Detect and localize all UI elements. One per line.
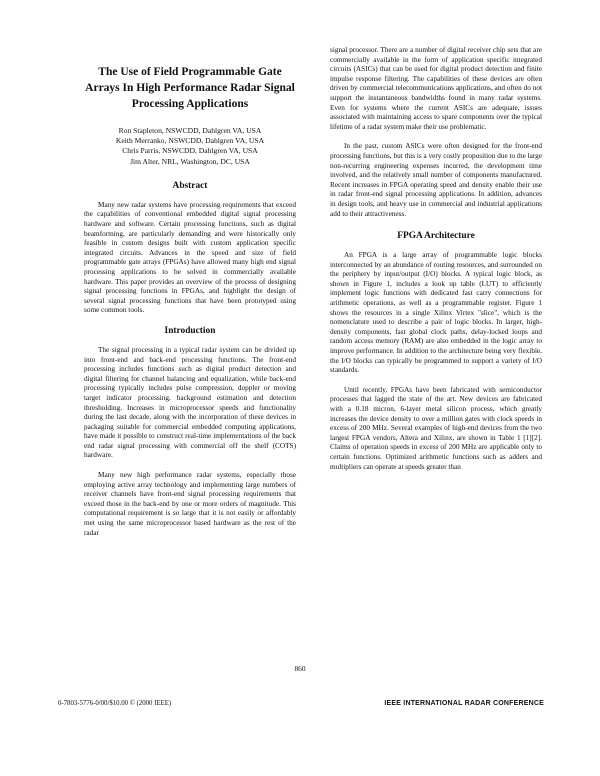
- page-number: 860: [294, 664, 306, 673]
- conference-footer: IEEE INTERNATIONAL RADAR CONFERENCE: [384, 700, 544, 707]
- author-list: [84, 126, 296, 167]
- intro-paragraph: Many new high performance radar systems, especially those employing active array technology and implementing large numbers of receiver channels have front-end signal processing requirements that exceed those in the back-end by one or more orders of magnitude. This computational requirement is so large that it is not easily or affordably met using the same microprocessor based hardware as the rest of the radar: [84, 471, 296, 537]
- author-line: Ron Stapleton, NSWCDD, Dahlgren VA, USA: [118, 126, 262, 135]
- right-column: [330, 46, 542, 482]
- abstract-text: Many new radar systems have processing requirements that exceed the capabilities of conventional embedded digital signal processing hardware and software. Certain processing functions, such as digital beamforming, are particularly demanding and were historically only feasible in custom designs built with custom application specific integrated circuits. Advances in the speed and size of field programmable gate arrays (FPGAs) have allowed many high end signal processing applications to be solved in commercially available hardware. This paper provides an overview of the process of designing signal processing functions in FPGAs, and highlight the design of several signal processing functions that have been prototyped using some common tools.: [84, 200, 296, 315]
- paper-title: The Use of Field Programmable Gate Arrays In High Performance Radar Signal Processing Applications: [85, 66, 295, 110]
- author-line: Chris Parris, NSWCDD, Dahlgren VA, USA: [122, 146, 258, 156]
- body-paragraph: In the past, custom ASICs were often designed for the front-end processing functions, but this is a very costly proposition due to the large non-recurring engineering expenses incurred, the development time involved, and the relatively small number of components manufactured. Recent increases in FPGA operating speed and density enable their use in radar front-end signal processing applications. In addition, advances in design tools, and heavy use in commercial and industrial applications add to their attractiveness.: [330, 142, 542, 218]
- abstract-heading: Abstract: [172, 180, 208, 191]
- author-line: Keith Merranko, NSWCDD, Dahlgren VA, USA: [115, 136, 265, 146]
- body-paragraph: Until recently, FPGAs have been fabricated with semiconductor processes that lagged the state of the art. New devices are fabricated with a 0.18 micron, 6-layer metal silicon process, which greatly increases the device density to over a million gates with clock speeds in excess of 200 MHz. Several examples of high-end devices from the two largest FPGA vendors, Altera and Xilinx, are shown in Table 1 [1][2]. Claims of operation speeds in excess of 200 MHz are applicable only to certain functions. Optimized arithmetic functions such as adders and multipliers can operate at speeds greater than: [330, 385, 542, 471]
- introduction-heading: Introduction: [164, 325, 216, 336]
- left-column: [84, 50, 296, 548]
- copyright-footer: 0-7803-5776-0/00/$10.00 © (2000 IEEE): [58, 700, 172, 707]
- body-paragraph: signal processor. There are a number of digital receiver chip sets that are commercially available in the form of application specific integrated circuits (ASICs) that can be used for digital product detection and finite impulse response filtering. The capabilities of these devices are often driven by commercial telecommunications applications, and often do not support the instantaneous bandwidths found in many radar systems. Even for systems where the current ASICs are adequate, issues associated with maintaining access to spare components over the typical lifetime of a radar system make their use problematic.: [330, 46, 542, 131]
- author-line: Jim Alter, NRL, Washington, DC, USA: [130, 156, 250, 166]
- intro-paragraph: The signal processing in a typical radar system can be divided up into front-end and back-end processing functions. The front-end processing includes functions such as digital product detection and digital filtering for channel balancing and equalization, while back-end processing typically includes pulse compression, doppler or moving target indicator processing, background estimation and detection thresholding. Increases in microprocessor speeds and functionality during the last decade, along with the incorporation of these devices in packaging suitable for commercial embedded computing applications, have made it possible to construct real-time implementations of the back end radar signal processing with commercial off the shelf (COTS) hardware.: [84, 345, 296, 460]
- fpga-architecture-heading: FPGA Architecture: [397, 231, 475, 242]
- body-paragraph: An FPGA is a large array of programmable logic blocks interconnected by an abundance of routing resources, and surrounded on the periphery by input/output (I/O) blocks. A typical logic block, as shown in Figure 1, includes a look up table (LUT) to efficiently implement logic functions with dedicated fast carry connections for arithmetic operations, as well as a programmable register. Figure 1 shows the resources in a single Xilinx Virtex "slice", which is the nomenclature used to describe a pair of logic blocks. In larger, high-density components, fast global clock paths, delay-locked loops and random access memory (RAM) are also embedded in the logic array to improve performance. In addition to the architecture being very flexible, the I/O blocks can typically be programmed to support a variety of I/O standards.: [330, 251, 542, 375]
